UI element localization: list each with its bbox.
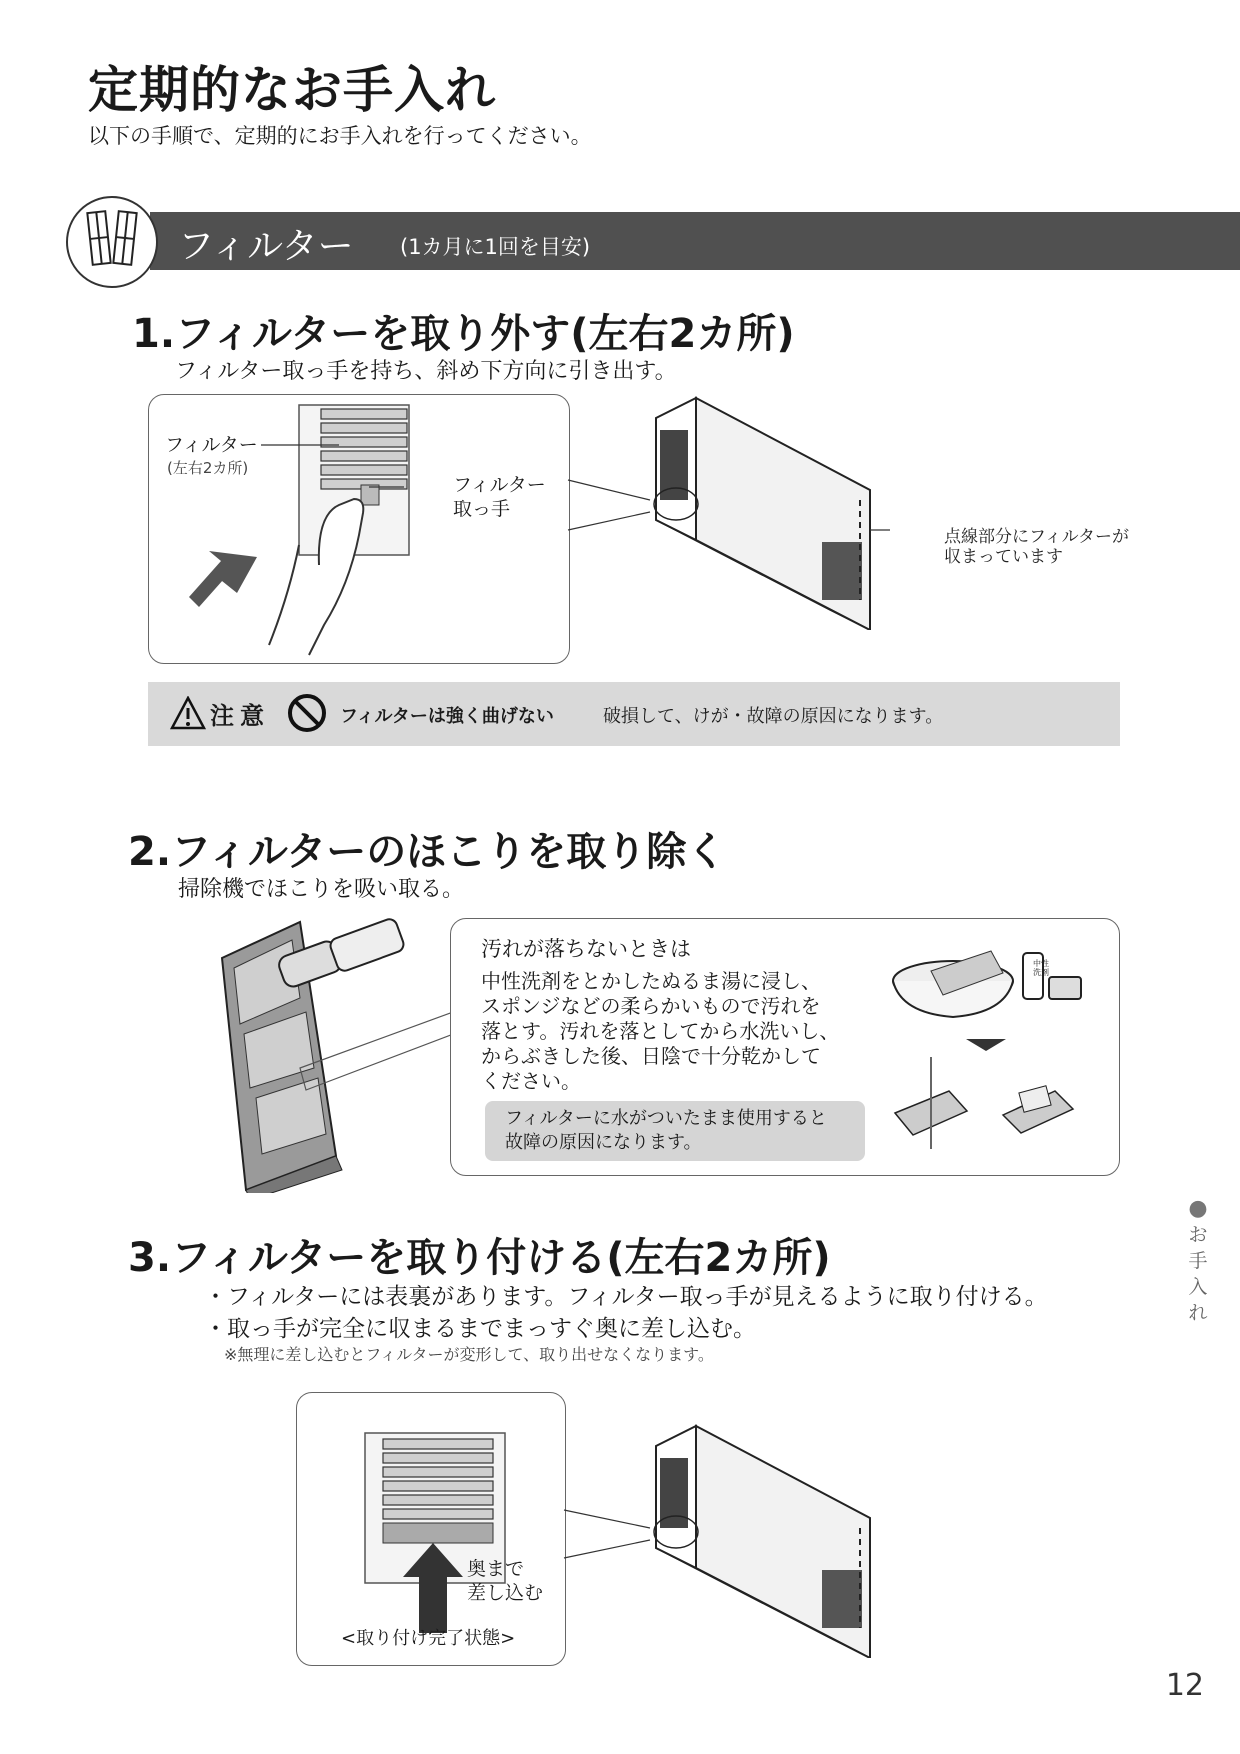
side-tab-char: お [1188,1224,1208,1246]
unit-illustration-1 [560,390,890,630]
label-handle-2: 取っ手 [453,498,511,520]
water-warning [485,1101,865,1161]
prohibited-icon [286,692,328,734]
detergent-label: 中性洗剤 [1033,959,1049,977]
caution-bar [148,682,1120,746]
note-line-1: 点線部分にフィルターが [944,527,1129,547]
tips-line: スポンジなどの柔らかいもので汚れを [481,994,821,1018]
step3-heading: 3.フィルターを取り付ける(左右2カ所) [128,1235,831,1281]
section-title: フィルター [178,226,354,267]
tips-line: 中性洗剤をとかしたぬるま湯に浸し、 [481,969,821,993]
caution-text: フィルターは強く曲げない [340,706,554,727]
cleaning-tips-box [450,918,1120,1176]
filter-icon [66,196,158,288]
side-tab-marker: ● [1188,1196,1208,1221]
label-handle-1: フィルター [453,474,546,496]
warning-triangle-icon [170,696,206,730]
step2-heading: 2.フィルターのほこりを取り除く [128,829,727,875]
step3-note: ※無理に差し込むとフィルターが変形して、取り出せなくなります。 [224,1345,714,1364]
label-filter: フィルター [165,434,258,456]
side-tab-char: 手 [1188,1250,1208,1272]
unit-illustration-2 [560,1418,890,1658]
side-tab-char: 入 [1188,1276,1208,1298]
caution-reason: 破損して、けが・故障の原因になります。 [603,706,944,727]
arrow-label-2: 差し込む [467,1582,544,1604]
arrow-label-1: 奥まで [467,1558,525,1580]
page-title: 定期的なお手入れ [88,61,496,119]
note-line-2: 収まっています [944,547,1063,567]
tips-body [481,969,839,1094]
step1-description: フィルター取っ手を持ち、斜め下方向に引き出す。 [175,359,677,384]
tips-line: 落とす。汚れを落としてから水洗いし、 [481,1019,840,1043]
tips-line: ください。 [481,1069,581,1093]
completion-caption: <取り付け完了状態> [341,1628,516,1649]
step1-heading: 1.フィルターを取り外す(左右2カ所) [132,311,795,357]
step1-detail-box [148,394,570,664]
step3-bullet-2: ・取っ手が完全に収まるまでまっすぐ奥に差し込む。 [204,1316,756,1342]
washing-illustration [891,939,1091,1159]
page-number: 12 [1165,1668,1204,1703]
water-warning-line: 故障の原因になります。 [505,1132,702,1153]
filter-inserted-illustration [297,1393,565,1665]
tips-line: からぶきした後、日陰で十分乾かして [481,1044,821,1068]
section-banner [150,212,1240,270]
caution-label: 注意 [210,702,270,730]
step2-description: 掃除機でほこりを吸い取る。 [178,877,465,902]
side-tab-char: れ [1188,1302,1208,1324]
vacuum-filter-illustration [210,918,460,1193]
step3-bullet-1: ・フィルターには表裏があります。フィルター取っ手が見えるように取り付ける。 [204,1284,1048,1310]
water-warning-line: フィルターに水がついたまま使用すると [505,1108,827,1129]
section-frequency: (1カ月に1回を目安) [400,235,591,259]
tips-title: 汚れが落ちないときは [481,937,691,961]
step3-detail-box [296,1392,566,1666]
label-filter-sub: (左右2カ所) [167,459,249,477]
page-subtitle: 以下の手順で、定期的にお手入れを行ってください。 [88,124,592,148]
side-tab [1186,1196,1210,1326]
